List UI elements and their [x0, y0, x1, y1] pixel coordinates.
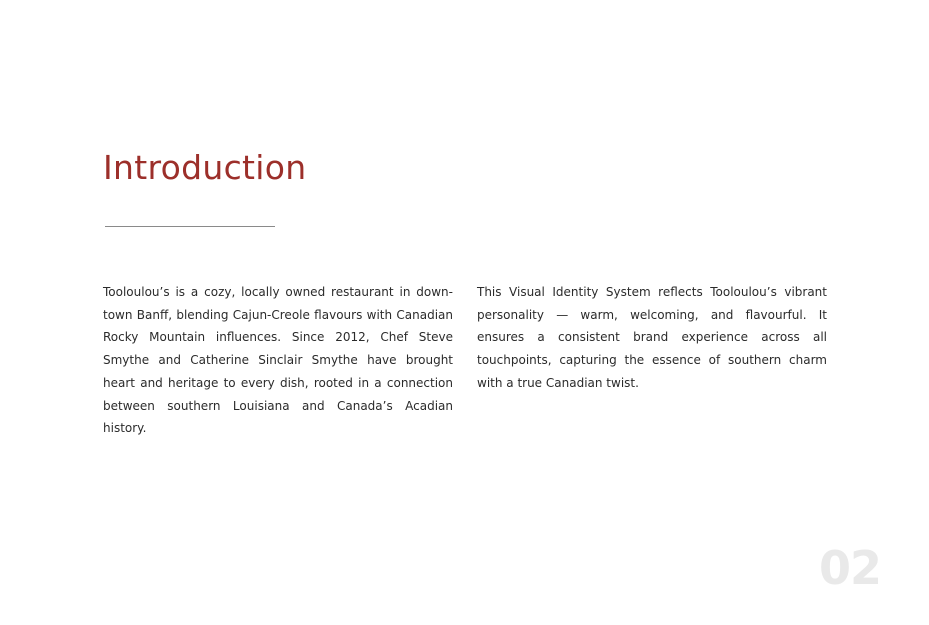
intro-paragraph-left: Tooloulou’s is a cozy, locally owned restaurant in down-town Banff, blending Cajun-Creole flavours with Canadian Rocky Mountain influences. Since 2012, Chef Steve Smythe and Catherine Sinclair Smythe have brought heart and heritage to every dish, rooted in a connection between southern Louisiana and Canada’s Acadian history. — [103, 285, 453, 436]
page-number: 02 — [818, 541, 881, 595]
title-divider — [105, 226, 275, 227]
intro-paragraph-right: This Visual Identity System reflects Tooloulou’s vibrant personality — warm, welcoming, and flavourful. It ensures a consistent brand experience across all touchpoints, capturing the essence of southern charm with a true Canadian twist. — [477, 285, 827, 390]
page-title: Introduction — [103, 148, 307, 187]
